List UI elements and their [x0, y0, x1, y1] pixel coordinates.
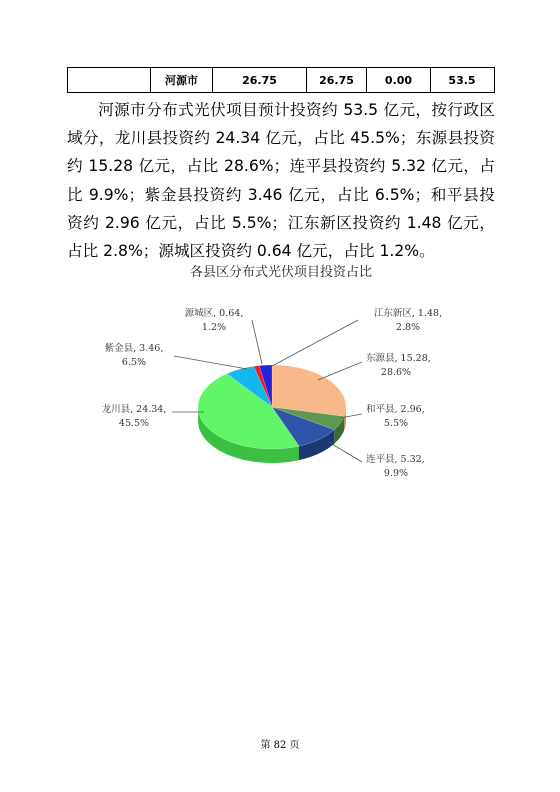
slice-label-4-line1: 龙川县, 24.34, — [101, 404, 167, 415]
table-cell-value-2: 26.75 — [306, 68, 366, 92]
slice-label-3-line1: 连平县, 5.32, — [366, 454, 425, 465]
slice-label-1-line2: 28.6% — [380, 367, 412, 378]
table-cell-value-3: 0.00 — [366, 68, 430, 92]
table-cell-total: 53.5 — [430, 68, 493, 92]
slice-label-7-line2: 2.8% — [395, 322, 421, 333]
leader-line-1 — [318, 362, 362, 380]
leader-line-3 — [327, 441, 362, 462]
leader-line-6 — [252, 320, 262, 364]
investment-paragraph: 河源市分布式光伏项目预计投资约 53.5 亿元，按行政区域分，龙川县投资约 24.34 亿元，占比 45.5%；东源县投资约 15.28 亿元，占比 28.6%；连平县投资约 5.32 亿元，占比 9.9%；紫金县投资约 3.46 亿元，占比 6.5%；和平县投资约 2.96 亿元，占比 5.5%；江东新区投资约 1.48 亿元，占比 2.8%；源城区投资约 0.64 亿元，占比 1.2%。 — [67, 101, 495, 261]
slice-label-2-line1: 和平县, 2.96, — [366, 404, 425, 415]
slice-label-5-line1: 紫金县, 3.46, — [104, 343, 164, 354]
slice-label-4-line2: 45.5% — [118, 418, 150, 429]
slice-label-7-line1: 江东新区, 1.48, — [373, 308, 443, 319]
slice-label-6-line1: 源城区, 0.64, — [184, 308, 244, 319]
table-cell-region: 河源市 — [150, 68, 212, 92]
slice-label-6-line2: 1.2% — [201, 322, 227, 333]
slice-label-5-line2: 6.5% — [121, 357, 147, 368]
slice-label-1-line1: 东源县, 15.28, — [366, 353, 431, 364]
slice-label-2-line2: 5.5% — [383, 418, 409, 429]
page-footer: 第 82 页 — [260, 740, 300, 751]
chart-title: 各县区分布式光伏项目投资占比 — [189, 265, 372, 280]
leader-line-7 — [272, 320, 358, 366]
leader-line-5 — [174, 356, 247, 369]
slice-label-3-line2: 9.9% — [383, 468, 409, 479]
table-cell-value-1: 26.75 — [212, 68, 306, 92]
